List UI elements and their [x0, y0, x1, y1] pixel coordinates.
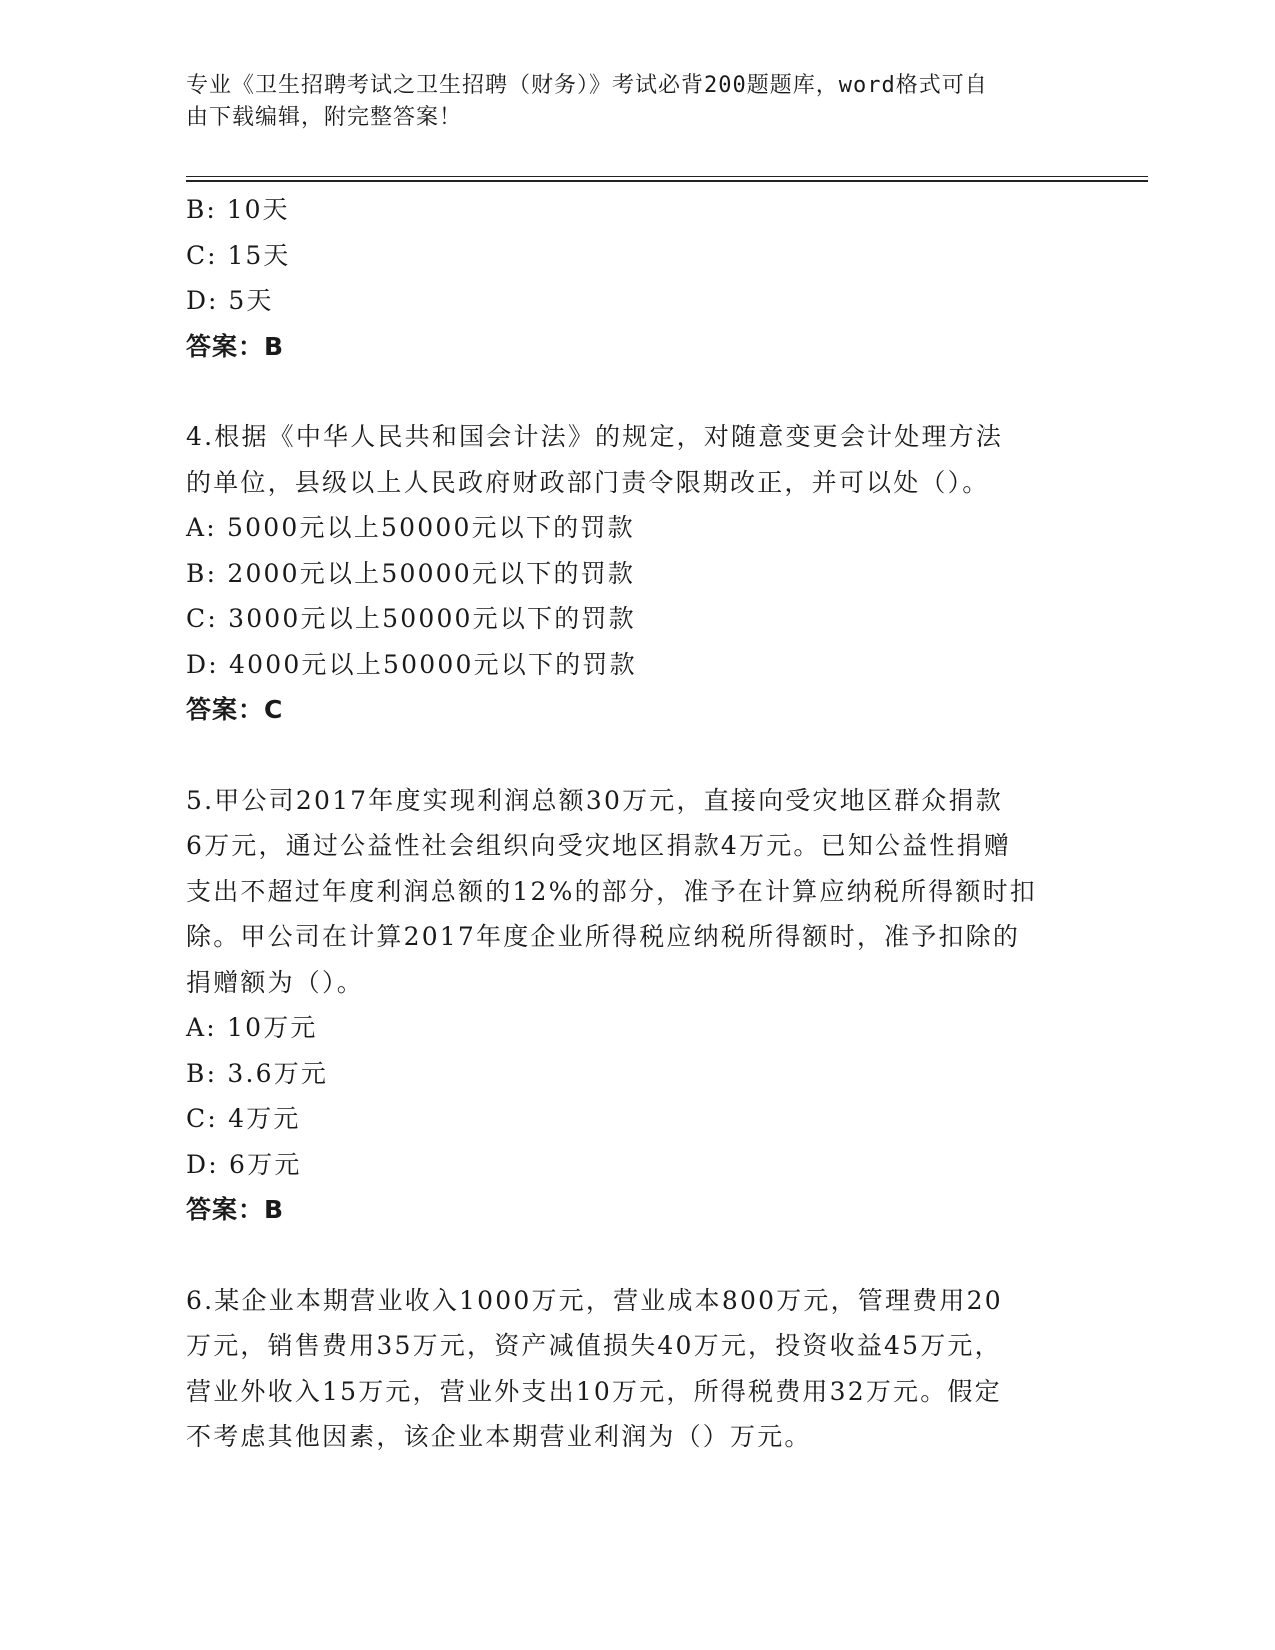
header-line-1: 专业《卫生招聘考试之卫生招聘（财务）》考试必背200题题库，word格式可自	[186, 73, 988, 98]
option-b: B: 10天	[186, 195, 290, 224]
spacer	[186, 733, 1086, 778]
question-text-line: 5.甲公司2017年度实现利润总额30万元，直接向受灾地区群众捐款	[186, 785, 1003, 815]
answer-label: 答案：B	[186, 1195, 285, 1224]
question-text-line: 6.某企业本期营业收入1000万元，营业成本800万元，管理费用20	[186, 1285, 1003, 1315]
question-list	[186, 187, 1086, 1460]
option-c: C: 15天	[186, 240, 291, 270]
option-d: D: 6万元	[186, 1149, 302, 1179]
question-text-line: 的单位，县级以上人民政府财政部门责令限期改正，并可以处（）。	[186, 467, 990, 497]
option-d: D: 5天	[186, 286, 274, 315]
question-5	[186, 778, 1086, 1233]
option-b: B: 2000元以上50000元以下的罚款	[186, 558, 636, 588]
question-text-line: 捐赠额为（）。	[186, 967, 364, 997]
option-a: A: 10万元	[186, 1013, 318, 1042]
spacer	[186, 1233, 1086, 1278]
option-d: D: 4000元以上50000元以下的罚款	[186, 649, 637, 679]
option-b: B: 3.6万元	[186, 1058, 329, 1088]
question-text-line: 6万元，通过公益性社会组织向受灾地区捐款4万元。已知公益性捐赠	[186, 831, 1012, 860]
document-header	[186, 70, 1086, 134]
question-text-line: 4.根据《中华人民共和国会计法》的规定，对随意变更会计处理方法	[186, 422, 1004, 451]
option-c: C: 3000元以上50000元以下的罚款	[186, 604, 636, 633]
header-line-2: 由下载编辑，附完整答案！	[186, 105, 463, 130]
question-text-line: 除。甲公司在计算2017年度企业所得税应纳税所得额时，准予扣除的	[186, 922, 1021, 951]
question-4	[186, 414, 1086, 733]
question-3-tail	[186, 187, 1086, 369]
question-text-line: 万元，销售费用35万元，资产减值损失40万元，投资收益45万元，	[186, 1331, 1002, 1360]
question-6	[186, 1278, 1086, 1460]
spacer	[186, 369, 1086, 414]
question-text-line: 营业外收入15万元，营业外支出10万元，所得税费用32万元。假定	[186, 1376, 1002, 1406]
option-a: A: 5000元以上50000元以下的罚款	[186, 513, 635, 542]
question-text-line: 不考虑其他因素，该企业本期营业利润为（）万元。	[186, 1422, 812, 1451]
header-divider	[186, 176, 1148, 182]
question-text-line: 支出不超过年度利润总额的12%的部分，准予在计算应纳税所得额时扣	[186, 876, 1037, 906]
answer-label: 答案：C	[186, 695, 284, 724]
option-c: C: 4万元	[186, 1104, 301, 1133]
answer-label: 答案：B	[186, 331, 285, 361]
